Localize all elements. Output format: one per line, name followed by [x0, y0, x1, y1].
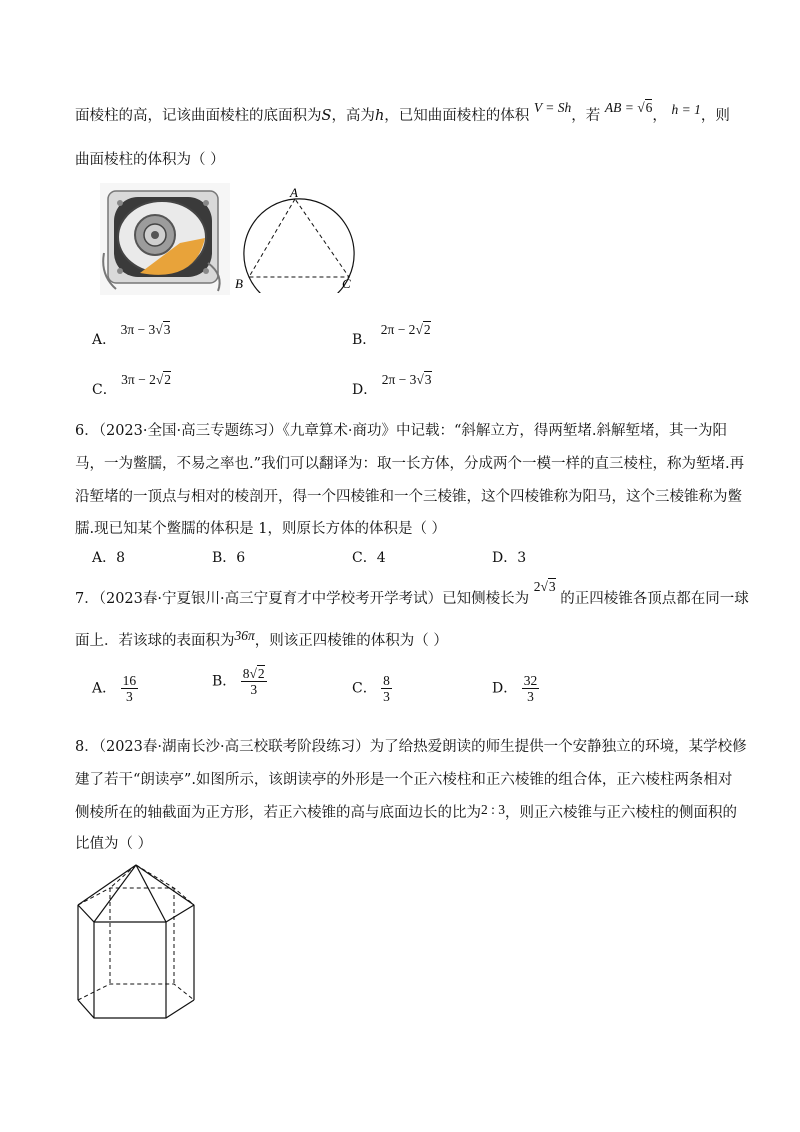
q7-option-b[interactable]: B． $\frac{8√2}{3}$ — [212, 666, 265, 697]
label-B: B — [235, 276, 243, 291]
q8-line3: 侧棱所在的轴截面为正方形，若正六棱锥的高与底面边长的比为2 : 3，则正六棱锥与正六棱柱的侧面积的 — [75, 802, 738, 821]
q6-option-c[interactable]: C．4 — [352, 550, 386, 566]
q6-line1: 6．（2023·全国·高三专题练习）《九章算术·商功》中记载：“斜解立方，得两堑堵.斜解堑堵，其一为阳 — [75, 423, 727, 439]
q6-option-d[interactable]: D．3 — [492, 550, 527, 566]
q5-option-a[interactable]: A． 3π − 3√3 — [92, 322, 171, 348]
q7-option-d[interactable]: D． $\frac{32}{3}$ — [492, 673, 538, 704]
q5-line2: 曲面棱柱的体积为（ ） — [75, 152, 225, 168]
sphere-area: 36π — [234, 628, 255, 643]
reuleaux-triangle-figure — [232, 185, 357, 293]
q6-line2: 马，一为鳖臑，不易之率也.”我们可以翻译为：取一长方体，分成两个一模一样的直三棱柱，称为堑堵.再 — [75, 456, 745, 472]
q6-line4: 臑.现已知某个鳖臑的体积是 1，则原长方体的体积是（ ） — [75, 521, 447, 537]
q8-line4: 比值为（ ） — [75, 836, 153, 852]
q5-option-c[interactable]: C． 3π − 2√2 — [92, 372, 172, 398]
rotary-engine-photo — [100, 183, 230, 295]
q7-option-c[interactable]: C． $\frac{8}{3}$ — [352, 673, 390, 704]
q5-line1: 面棱柱的高，记该曲面棱柱的底面积为S，高为h，已知曲面棱柱的体积 V = Sh，若 AB = √6， h = 1，则 — [75, 100, 730, 124]
q6-line3: 沿堑堵的一顶点与相对的棱剖开，得一个四棱锥和一个三棱锥，这个四棱锥称为阳马，这个三棱锥称为鳖 — [75, 489, 742, 505]
q6-option-a[interactable]: A．8 — [92, 550, 126, 566]
edge-length: 2√3 — [533, 579, 556, 594]
ab-formula: AB = √6 — [604, 100, 653, 115]
label-A: A — [290, 185, 298, 200]
q6-option-b[interactable]: B．6 — [212, 550, 246, 566]
q8-line1: 8．（2023春·湖南长沙·高三校联考阶段练习）为了给热爱朗读的师生提供一个安静独立的环境，某学校修 — [75, 739, 747, 755]
q7-line1: 7．（2023春·宁夏银川·高三宁夏育才中学校考开学考试）已知侧棱长为 2√3 的正四棱锥各顶点都在同一球 — [75, 579, 749, 607]
q5-option-d[interactable]: D． 2π − 3√3 — [352, 372, 432, 398]
q5-option-b[interactable]: B． 2π − 2√2 — [352, 322, 431, 348]
volume-formula: V = Sh — [533, 100, 572, 115]
q8-line2: 建了若干“朗读亭”.如图所示，该朗读亭的外形是一个正六棱柱和正六棱锥的组合体，正六棱柱两条相对 — [75, 772, 733, 788]
height-ratio: 2 : 3 — [481, 802, 506, 817]
q7-option-a[interactable]: A． $\frac{16}{3}$ — [92, 673, 137, 704]
h-formula: h = 1 — [671, 102, 701, 117]
label-C: C — [342, 276, 351, 291]
q7-line2: 面上．若该球的表面积为36π，则该正四棱锥的体积为（ ） — [75, 628, 448, 649]
hexagonal-pavilion-figure — [70, 860, 220, 1030]
